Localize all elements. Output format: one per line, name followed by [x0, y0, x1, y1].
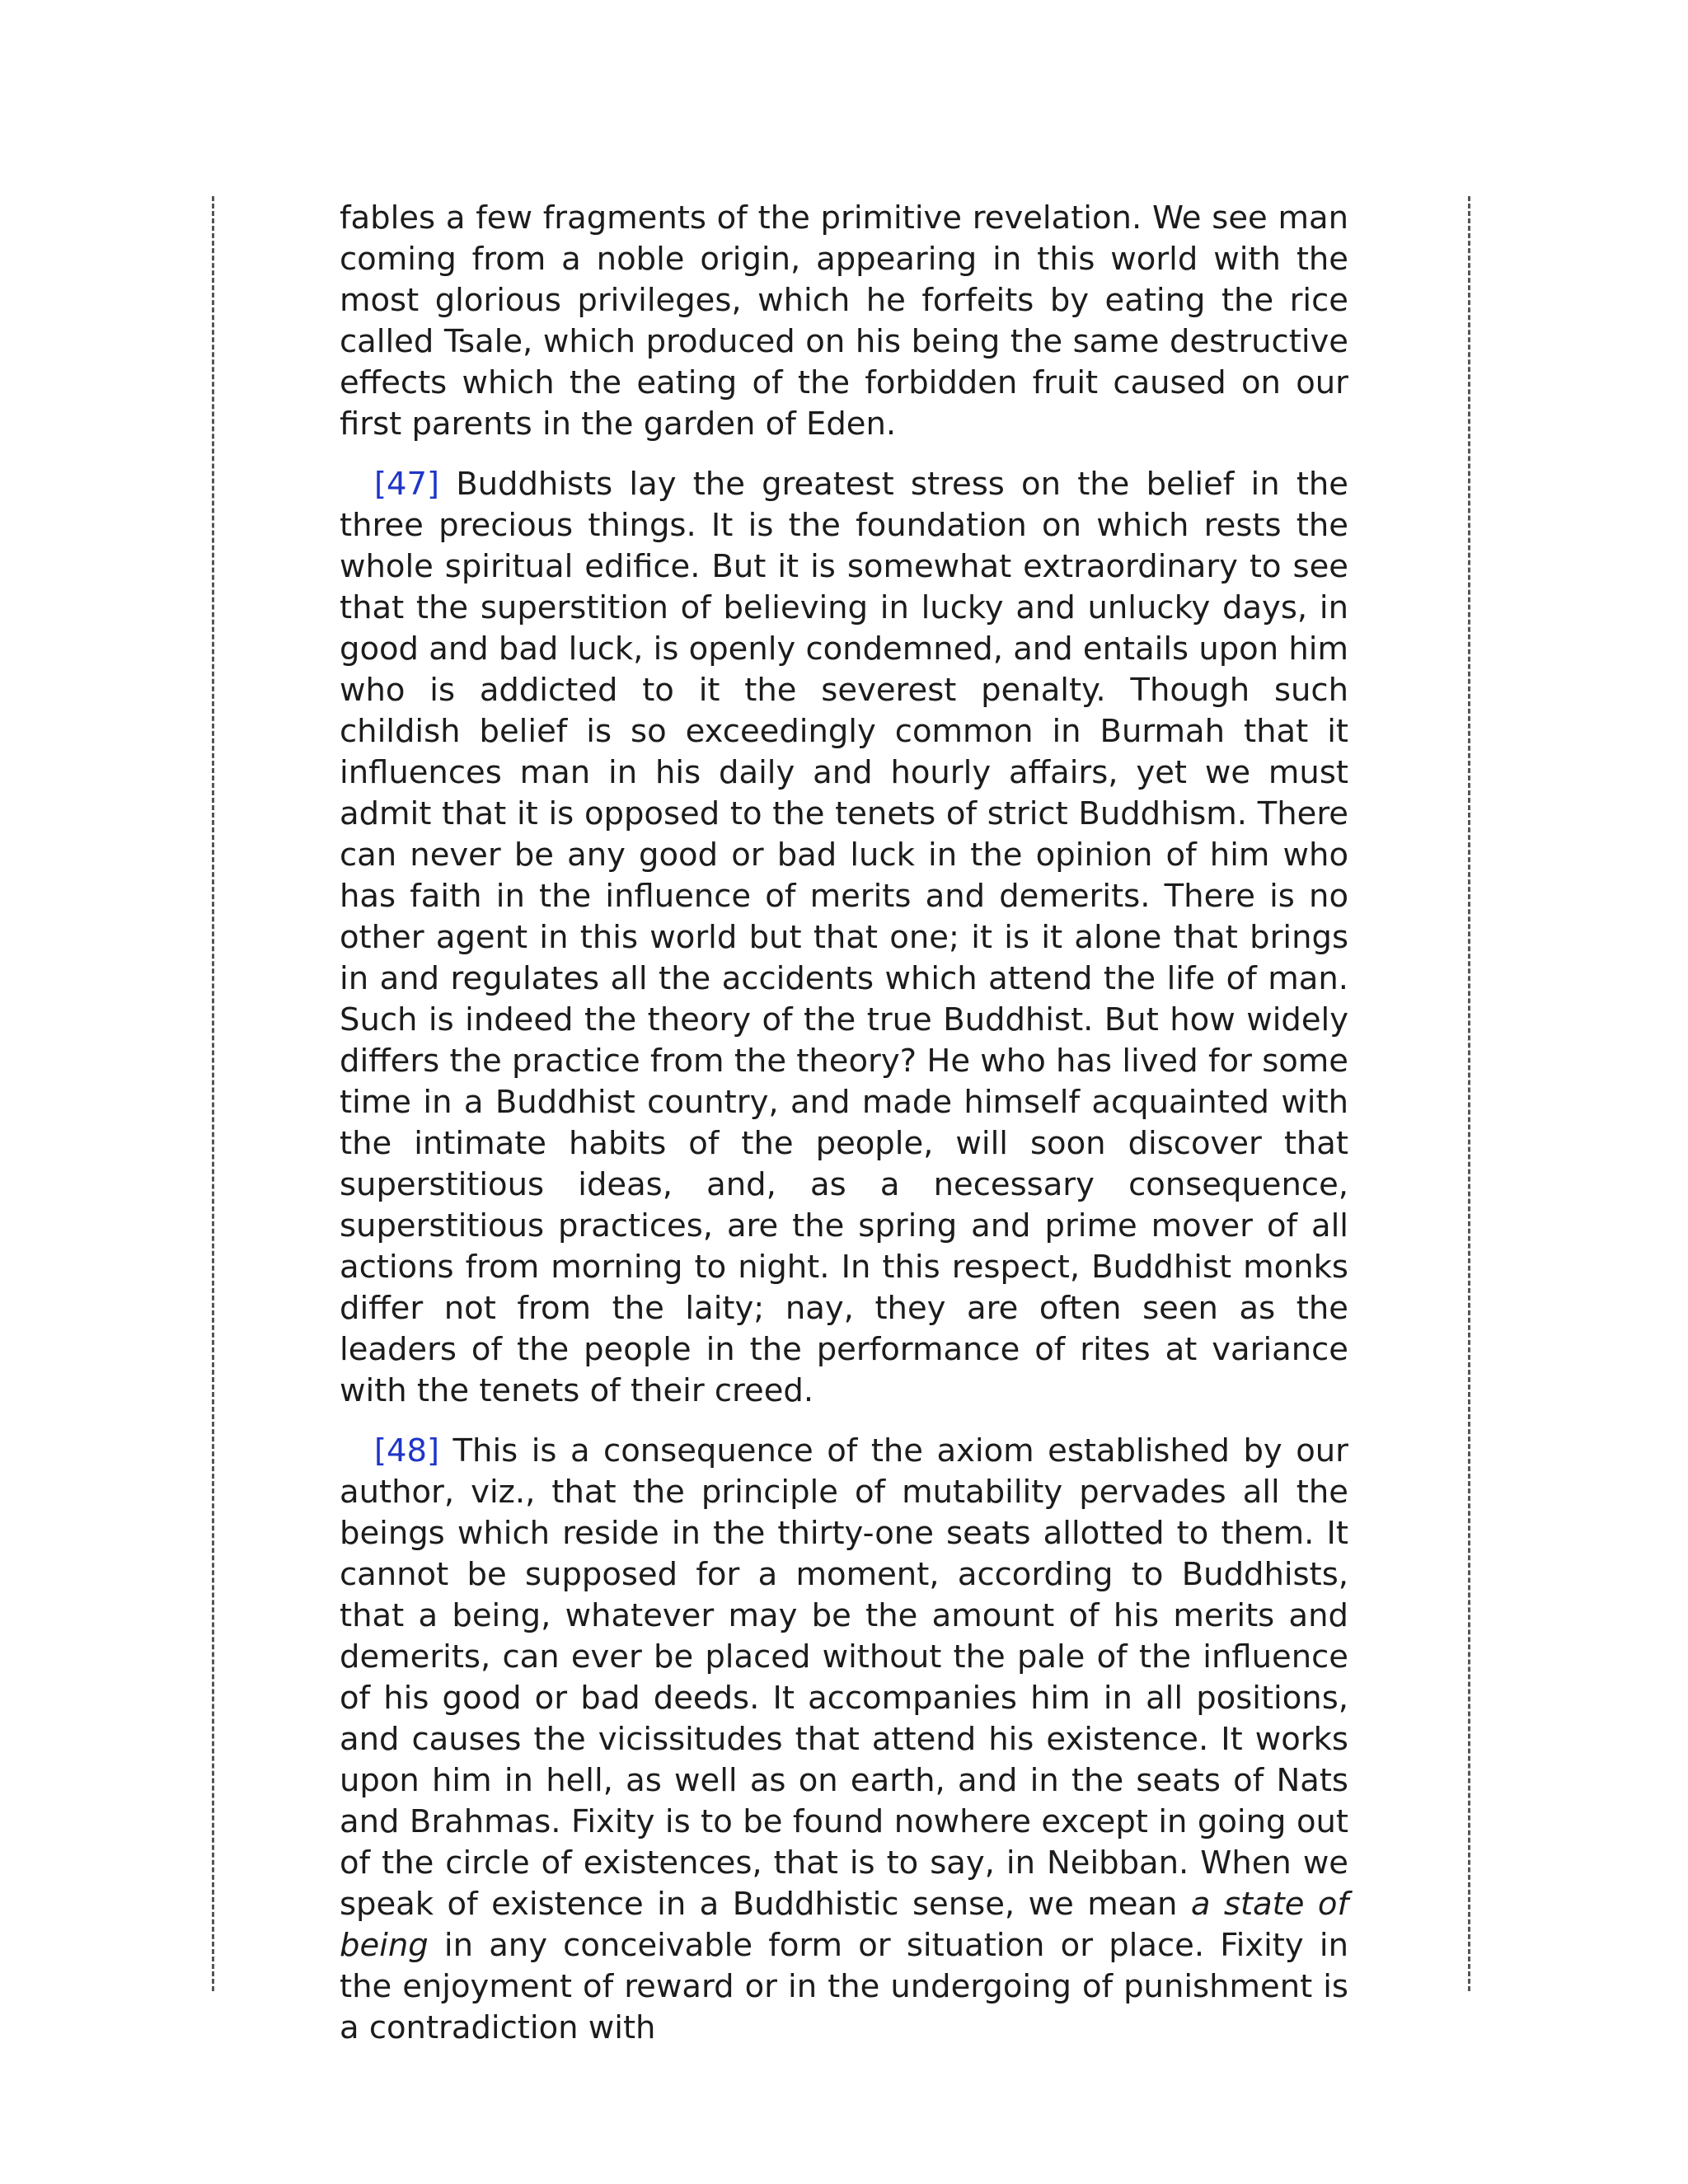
- note-48-link[interactable]: [48]: [374, 1432, 440, 1469]
- paragraph-continuation: [340, 198, 1348, 445]
- paragraph-text: in any conceivable form or situation or place. Fixity in the enjoyment of reward or in the undergoing of punishment is a contradiction with: [340, 1927, 1348, 2046]
- right-margin-rule: [1468, 196, 1470, 1991]
- paragraph-text: fables a few fragments of the primitive revelation. We see man coming from a noble origin, appearing in this world with the most glorious privileges, which he forfeits by eating the rice called Tsale, which produced on his being the same destructive effects which the eating of the forbidden fruit caused on our first parents in the garden of Eden.: [340, 199, 1348, 443]
- paragraph-text: Buddhists lay the greatest stress on the belief in the three precious things. It is the foundation on which rests the whole spiritual edifice. But it is somewhat extraordinary to see that the superstition of believing in lucky and unlucky days, in good and bad luck, is openly condemned, and entails upon him who is addicted to it the severest penalty. Though such childish belief is so exceedingly common in Burmah that it influences man in his daily and hourly affairs, yet we must admit that it is opposed to the tenets of strict Buddhism. There can never be any good or bad luck in the opinion of him who has faith in the influence of merits and demerits. There is no other agent in this world but that one; it is it alone that brings in and regulates all the accidents which attend the life of man. Such is indeed the theory of the true Buddhist. But how widely differs the practice from the theory? He who has lived for some time in a Buddhist country, and made himself acquainted with the intimate habits of the people, will soon discover that superstitious ideas, and, as a necessary consequence, superstitious practices, are the spring and prime mover of all actions from morning to night. In this respect, Buddhist monks differ not from the laity; nay, they are often seen as the leaders of the people in the performance of rites at variance with the tenets of their creed.: [340, 466, 1348, 1409]
- left-margin-rule: [212, 196, 214, 1991]
- note-47-link[interactable]: [47]: [374, 466, 440, 503]
- paragraph-text: This is a consequence of the axiom established by our author, viz., that the principle of mutability pervades all the beings which reside in the thirty-one seats allotted to them. It cannot be supposed for a moment, according to Buddhists, that a being, whatever may be the amount of his merits and demerits, can ever be placed without the pale of the influence of his good or bad deeds. It accompanies him in all positions, and causes the vicissitudes that attend his existence. It works upon him in hell, as well as on earth, and in the seats of Nats and Brahmas. Fixity is to be found nowhere except in going out of the circle of existences, that is to say, in Neibban. When we speak of existence in a Buddhistic sense, we mean: [340, 1432, 1348, 1923]
- paragraph-note-48: [340, 1431, 1348, 2049]
- paragraph-note-47: [340, 464, 1348, 1412]
- text-column: [340, 198, 1348, 2068]
- italic-phrase: a state of being: [340, 1886, 1348, 1964]
